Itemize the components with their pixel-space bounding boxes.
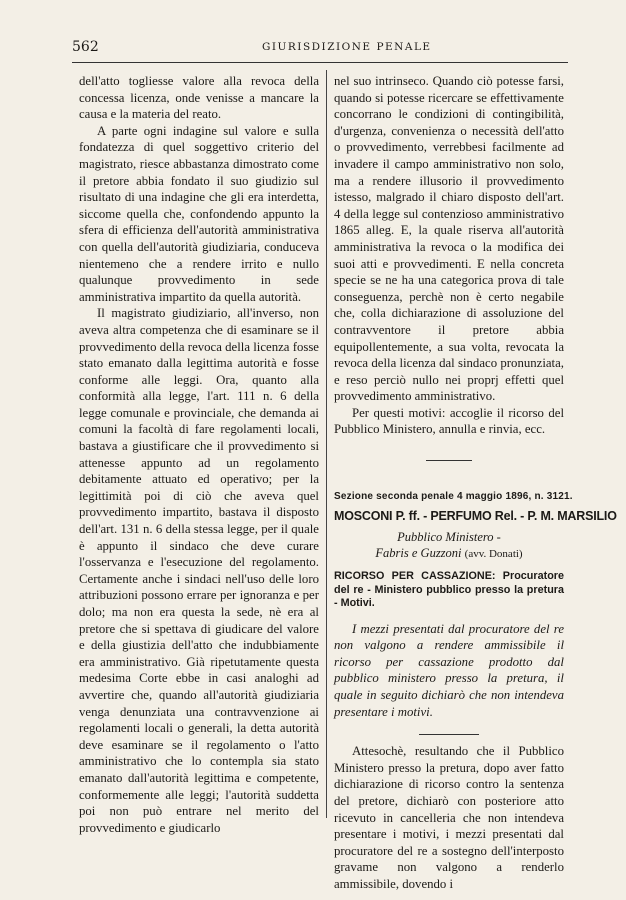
page-header (72, 39, 568, 57)
paragraph-dispositive: Per questi motivi: accoglie il ricorso del Pubblico Ministero, annulla e rinvia, ecc. (334, 405, 564, 437)
header-rule (72, 62, 568, 63)
page-number: 562 (72, 39, 99, 55)
judgment-body: Attesochè, resultando che il Pubblico Ministero presso la pretura, dopo aver fatto dichiarazione di ricorso contro la sentenza del pretore, dichiarò con posteriore atto ricevuto in cancelleria che non intendeva presentare i motivi, i mezzi presentati dal procuratore del re a sostegno dell'interposto gravame non valgono a renderlo ammissibile, dovendo i (334, 744, 564, 891)
court-section-line: Sezione seconda penale 4 maggio 1896, n. 3121. (334, 491, 573, 503)
defendants: Fabris e Guzzoni (375, 546, 462, 561)
role-line-2 (334, 545, 564, 562)
maxim-rule (419, 734, 479, 735)
paragraph-continuation: dell'atto togliesse valore alla revoca della concessa licenza, onde venisse a mancare la causa e la materia del reato. (79, 74, 319, 122)
case-parties: MOSCONI P. ff. - PERFUMO Rel. - P. M. MARSILIO (334, 509, 617, 524)
case-headnote: RICORSO PER CASSAZIONE: Procuratore del re - Ministero pubblico presso la pretura - Motivi. (334, 570, 564, 610)
running-head: GIURISDIZIONE PENALE (262, 41, 432, 53)
case-maxim: I mezzi presentati dal procuratore del re non valgono a rendere ammissibile il ricorso per cassazione prodotto dal pubblico ministero presso la pretura, il quale in seguito dichiarò che non intendeva presentare i motivi. (334, 621, 564, 719)
paragraph: A parte ogni indagine sul valore e sulla fondatezza di quel soggettivo criterio del magistrato, riesce abbastanza dimostrato come il pretore abbia fondato il suo giudizio sul risultato di una indagine che gli era interdetta, siccome quella che, confondendo appunto la sfera di efficienza dell'autorità amministrativa con quella dell'autorità giudiziaria, conduceva nientemeno che a rendere irrito e nullo qualunque provvedimento in sede amministrativa impartito da quella autorità. (79, 123, 319, 304)
paragraph: Il magistrato giudiziario, all'inverso, non aveva altra competenza che di esaminare se il provvedimento della revoca della licenza fosse stato emanato dalla legittima autorità e fosse conforme alle leggi. Ora, quanto alla conformità alla legge, l'art. 111 n. 6 della legge comunale e provinciale, che demanda ai comuni la facoltà di fare regolamenti locali, bastava a giustificare che il provvedimento si attenesse appunto ad un regolamento debitamente attuato ed operativo; per la legittimità poi di ciò che aveva quel provvedimento impartito, bastava il disposto dell'art. 131 n. 6 della stessa legge, per il quale è appunto il sindaco che deve curare l'osservanza e l'esecuzione del regolamento. Certamente anche i sindaci nell'uso delle loro attribuzioni possono errare per ignoranza e per dolo; ma non era questa la sede, nè era al pretore che si spettava di giudicare del valore e della giustizia dell'atto che indubbiamente era amministrativo. Già ripetutamente questa medesima Corte ebbe in casi analoghi ad avvertire che, quando all'autorità giudiziaria venga denunziata una contravvenzione ai regolamenti locali o generali, la detta autorità deve esaminare se il regolamento o l'atto amministrativo che lo contempla sia stato emanato dall'autorità legittima e competente, conformemente alle leggi; l'autorità suddetta poi non può entrare nel merito del provvedimento e giudicarlo (79, 306, 319, 835)
role-line-1: Pubblico Ministero - (397, 530, 501, 545)
column-divider (326, 70, 327, 818)
paragraph-continuation: nel suo intrinseco. Quando ciò potesse farsi, quando si potesse ricercare se effettivamente concorrano le condizioni di contingibilità, d'urgenza, convenienza o necessità dell'atto o provvedimento, verrebbesi facilmente ad invadere il campo amministrativo non solo, ma a rendere illusorio il provvedimento istesso, malgrado il chiaro disposto dell'art. 4 della legge sul contenzioso amministrativo 1865 alleg. E, la quale riserva all'autorità amministrativa la revoca o la modifica dei suoi atti e provvedimenti. E nella concreta specie se ne ha una categorica prova di tale conseguenza, perchè non è certo negabile che, colla dichiarazione di assoluzione del contravventore il pretore abbia equipollentemente, a sua volta, revocata la revoca della licenza dal sindaco pronunziata, e reso perciò nullo nei proprj effetti quel provvedimento amministrativo. (334, 74, 564, 404)
case-roles (334, 529, 564, 562)
section-separator (426, 460, 472, 461)
right-column (334, 73, 617, 892)
left-column (79, 73, 319, 836)
counsel: (avv. Donati) (464, 548, 523, 561)
